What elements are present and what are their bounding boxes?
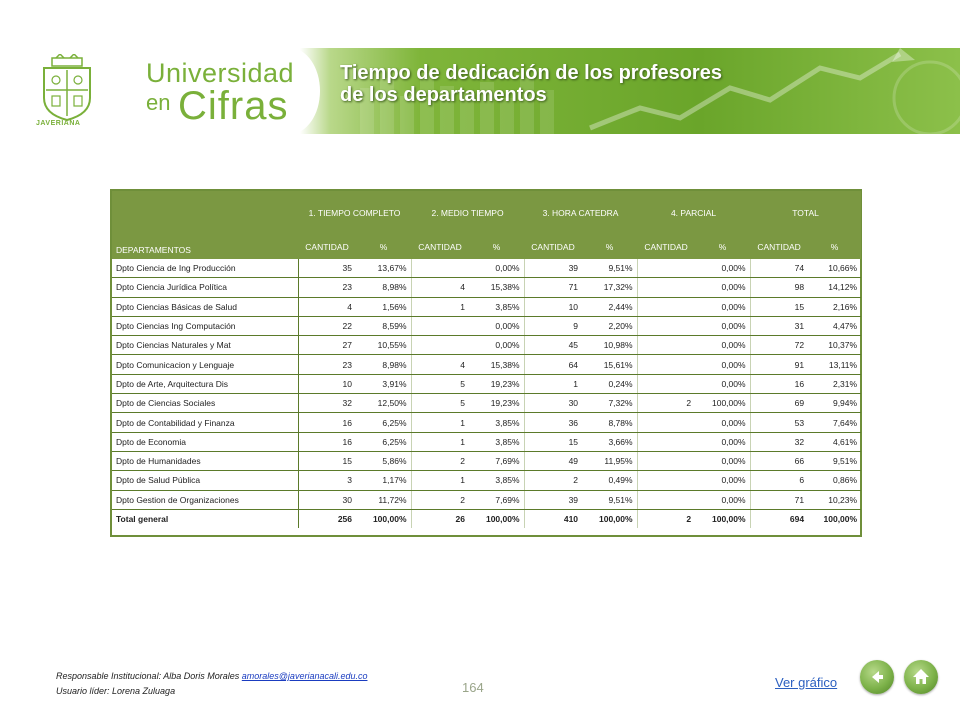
cell-pct: 8,78% xyxy=(582,413,637,432)
cell-cantidad: 410 xyxy=(563,514,579,524)
cell-cantidad: 27 xyxy=(298,336,356,355)
cell-pct: 0,00% xyxy=(695,451,750,470)
logo-area xyxy=(0,48,320,134)
cell-cantidad: 74 xyxy=(750,259,808,278)
cell-cantidad: 2 xyxy=(524,471,582,490)
cell-department: Dpto Ciencias Naturales y Mat xyxy=(112,336,298,355)
cell-pct: 2,20% xyxy=(582,316,637,335)
cell-pct: 9,51% xyxy=(808,451,861,470)
cell-cantidad: 22 xyxy=(298,316,356,335)
title-line-2: de los departamentos xyxy=(340,84,547,106)
cell-pct: 8,59% xyxy=(356,316,411,335)
cell-pct: 17,32% xyxy=(582,278,637,297)
cell-cantidad: 15 xyxy=(750,297,808,316)
cell-cantidad xyxy=(411,336,469,355)
header-cantidad: CANTIDAD xyxy=(750,235,808,259)
cell-cantidad xyxy=(637,451,695,470)
cell-cantidad: 16 xyxy=(298,413,356,432)
table-row xyxy=(112,336,861,355)
cell-cantidad: 49 xyxy=(524,451,582,470)
cell-cantidad: 4 xyxy=(298,297,356,316)
cell-cantidad xyxy=(637,471,695,490)
cell-cantidad: 10 xyxy=(298,374,356,393)
cell-pct: 3,85% xyxy=(469,297,524,316)
cell-pct: 10,66% xyxy=(808,259,861,278)
cell-cantidad: 15 xyxy=(298,451,356,470)
cell-cantidad xyxy=(637,316,695,335)
cell-department: Dpto Gestion de Organizaciones xyxy=(112,490,298,509)
table-body xyxy=(112,259,861,528)
cell-cantidad xyxy=(637,336,695,355)
cell-cantidad: 10 xyxy=(524,297,582,316)
cell-pct: 3,85% xyxy=(469,413,524,432)
cell-cantidad: 2 xyxy=(637,394,695,413)
header-pct: % xyxy=(469,235,524,259)
title-line-1: Tiempo de dedicación de los profesores xyxy=(340,62,722,84)
cell-department: Dpto Ciencia de Ing Producción xyxy=(112,259,298,278)
cell-pct: 10,98% xyxy=(582,336,637,355)
cell-cantidad: 1 xyxy=(411,297,469,316)
cell-department: Dpto Ciencia Jurídica Política xyxy=(112,278,298,297)
cell-pct: 2,44% xyxy=(582,297,637,316)
ver-grafico-link[interactable]: Ver gráfico xyxy=(775,675,838,690)
cell-pct: 0,86% xyxy=(808,471,861,490)
cell-cantidad: 98 xyxy=(750,278,808,297)
cell-pct: 0,24% xyxy=(582,374,637,393)
cell-pct: 0,00% xyxy=(695,471,750,490)
cell-cantidad: 72 xyxy=(750,336,808,355)
brand-en: en xyxy=(146,90,171,115)
cell-cantidad: 1 xyxy=(411,432,469,451)
cell-pct: 0,00% xyxy=(469,259,524,278)
cell-cantidad: 39 xyxy=(524,490,582,509)
table-row xyxy=(112,355,861,374)
cell-pct: 13,67% xyxy=(356,259,411,278)
cell-pct: 15,38% xyxy=(469,278,524,297)
cell-cantidad: 23 xyxy=(298,278,356,297)
cell-pct: 100,00% xyxy=(582,509,637,528)
cell-cantidad: 2 xyxy=(686,514,692,524)
cell-pct: 7,32% xyxy=(582,394,637,413)
cell-cantidad: 36 xyxy=(524,413,582,432)
cell-cantidad: 6 xyxy=(750,471,808,490)
cell-cantidad: 53 xyxy=(750,413,808,432)
cell-pct: 19,23% xyxy=(469,374,524,393)
table-group-header-row xyxy=(112,191,861,235)
cell-cantidad xyxy=(637,374,695,393)
cell-pct: 7,69% xyxy=(469,451,524,470)
cell-cantidad xyxy=(637,432,695,451)
cell-pct: 10,55% xyxy=(356,336,411,355)
cell-pct: 9,51% xyxy=(582,259,637,278)
cell-pct: 8,98% xyxy=(356,278,411,297)
cell-cantidad: 5 xyxy=(411,374,469,393)
cell-pct: 12,50% xyxy=(356,394,411,413)
cell-pct: 0,00% xyxy=(695,336,750,355)
header-cantidad: CANTIDAD xyxy=(298,235,356,259)
cell-cantidad: 32 xyxy=(750,432,808,451)
cell-cantidad xyxy=(637,355,695,374)
cell-cantidad: 66 xyxy=(750,451,808,470)
cell-cantidad xyxy=(637,278,695,297)
table-row xyxy=(112,451,861,470)
cell-pct: 0,00% xyxy=(695,413,750,432)
cell-pct: 1,56% xyxy=(356,297,411,316)
cell-cantidad: 71 xyxy=(750,490,808,509)
cell-pct: 0,00% xyxy=(695,278,750,297)
cell-cantidad xyxy=(637,297,695,316)
cell-cantidad: 1 xyxy=(411,471,469,490)
cell-pct: 0,00% xyxy=(695,259,750,278)
page-title xyxy=(340,62,722,106)
header-group-tiempo-completo: 1. TIEMPO COMPLETO xyxy=(298,191,411,235)
crest-caption: JAVERIANA xyxy=(36,120,81,127)
header-group-medio-tiempo: 2. MEDIO TIEMPO xyxy=(411,191,524,235)
cell-cantidad xyxy=(411,316,469,335)
header-group-total: TOTAL xyxy=(750,191,861,235)
cell-pct: 4,47% xyxy=(808,316,861,335)
cell-pct: 11,72% xyxy=(356,490,411,509)
table-row xyxy=(112,278,861,297)
cell-cantidad: 4 xyxy=(411,278,469,297)
cell-pct: 3,66% xyxy=(582,432,637,451)
table-row xyxy=(112,490,861,509)
cell-pct: 3,85% xyxy=(469,432,524,451)
cell-pct: 19,23% xyxy=(469,394,524,413)
back-arrow-icon xyxy=(867,667,887,687)
cell-pct: 0,49% xyxy=(582,471,637,490)
responsable-text: Responsable Institucional: Alba Doris Morales xyxy=(56,671,240,681)
header-cantidad: CANTIDAD xyxy=(524,235,582,259)
back-button[interactable] xyxy=(860,660,894,694)
table-row xyxy=(112,432,861,451)
cell-pct: 100,00% xyxy=(695,509,750,528)
cell-pct: 6,25% xyxy=(356,432,411,451)
cell-cantidad: 69 xyxy=(750,394,808,413)
brand-universidad: Universidad xyxy=(146,58,295,88)
cell-cantidad: 15 xyxy=(524,432,582,451)
table-row xyxy=(112,394,861,413)
crest-icon xyxy=(38,54,96,128)
cell-pct: 8,98% xyxy=(356,355,411,374)
table-row xyxy=(112,316,861,335)
header-pct: % xyxy=(695,235,750,259)
cell-cantidad xyxy=(637,413,695,432)
cell-department: Dpto de Ciencias Sociales xyxy=(112,394,298,413)
header-group-parcial: 4. PARCIAL xyxy=(637,191,750,235)
cell-cantidad: 71 xyxy=(524,278,582,297)
header-pct: % xyxy=(356,235,411,259)
table-row xyxy=(112,413,861,432)
cell-pct: 0,00% xyxy=(469,336,524,355)
cell-pct: 100,00% xyxy=(356,509,411,528)
cell-cantidad: 1 xyxy=(524,374,582,393)
table-total-row xyxy=(112,509,861,528)
cell-cantidad: 1 xyxy=(411,413,469,432)
cell-pct: 15,38% xyxy=(469,355,524,374)
header-cantidad: CANTIDAD xyxy=(411,235,469,259)
cell-pct: 0,00% xyxy=(695,316,750,335)
page-number: 164 xyxy=(462,680,484,695)
table-row xyxy=(112,297,861,316)
cell-pct: 0,00% xyxy=(695,297,750,316)
cell-pct: 10,37% xyxy=(808,336,861,355)
cell-department: Dpto Ciencias Ing Computación xyxy=(112,316,298,335)
cell-pct: 4,61% xyxy=(808,432,861,451)
cell-cantidad: 30 xyxy=(298,490,356,509)
cell-cantidad: 32 xyxy=(298,394,356,413)
cell-cantidad: 2 xyxy=(411,451,469,470)
cell-cantidad xyxy=(411,259,469,278)
header-pct: % xyxy=(808,235,861,259)
cell-pct: 0,00% xyxy=(695,355,750,374)
cell-cantidad: 16 xyxy=(298,432,356,451)
cell-department: Dpto Ciencias Básicas de Salud xyxy=(112,297,298,316)
cell-pct: 15,61% xyxy=(582,355,637,374)
cell-cantidad: 256 xyxy=(337,514,352,524)
cell-pct: 10,23% xyxy=(808,490,861,509)
cell-department: Dpto de Contabilidad y Finanza xyxy=(112,413,298,432)
footer-usuario: Usuario líder: Lorena Zuluaga xyxy=(56,686,176,696)
cell-cantidad: 91 xyxy=(750,355,808,374)
brand-cifras: Cifras xyxy=(178,84,289,128)
cell-cantidad: 30 xyxy=(524,394,582,413)
cell-pct: 14,12% xyxy=(808,278,861,297)
cell-pct: 9,51% xyxy=(582,490,637,509)
cell-pct: 100,00% xyxy=(695,394,750,413)
email-link[interactable]: amorales@javerianacali.edu.co xyxy=(241,671,368,681)
cell-pct: 3,91% xyxy=(356,374,411,393)
cell-pct: 13,11% xyxy=(808,355,861,374)
cell-pct: 2,31% xyxy=(808,374,861,393)
cell-cantidad: 9 xyxy=(524,316,582,335)
cell-cantidad: 26 xyxy=(455,514,466,524)
cell-cantidad: 64 xyxy=(524,355,582,374)
cell-cantidad: 39 xyxy=(524,259,582,278)
cell-pct: 0,00% xyxy=(469,316,524,335)
home-icon xyxy=(911,667,931,687)
cell-cantidad: 45 xyxy=(524,336,582,355)
footer-responsable xyxy=(56,671,367,681)
cell-pct: 9,94% xyxy=(808,394,861,413)
cell-cantidad: 23 xyxy=(298,355,356,374)
cell-cantidad: 31 xyxy=(750,316,808,335)
cell-pct: 0,00% xyxy=(695,432,750,451)
header-cantidad: CANTIDAD xyxy=(637,235,695,259)
cell-department: Dpto de Arte, Arquitectura Dis xyxy=(112,374,298,393)
cell-cantidad: 35 xyxy=(298,259,356,278)
cell-pct: 3,85% xyxy=(469,471,524,490)
home-button[interactable] xyxy=(904,660,938,694)
cell-cantidad: 3 xyxy=(298,471,356,490)
cell-pct: 100,00% xyxy=(469,509,524,528)
cell-cantidad: 2 xyxy=(411,490,469,509)
cell-pct: 100,00% xyxy=(823,514,858,524)
cell-cantidad: 16 xyxy=(750,374,808,393)
cell-cantidad xyxy=(637,259,695,278)
cell-cantidad: 5 xyxy=(411,394,469,413)
cell-department: Dpto de Humanidades xyxy=(112,451,298,470)
cell-cantidad: 4 xyxy=(411,355,469,374)
cell-pct: 11,95% xyxy=(582,451,637,470)
cell-cantidad xyxy=(637,490,695,509)
cell-pct: 7,69% xyxy=(469,490,524,509)
cell-pct: 5,86% xyxy=(356,451,411,470)
cell-pct: 0,00% xyxy=(695,490,750,509)
table-row xyxy=(112,259,861,278)
table-row xyxy=(112,374,861,393)
cell-pct: 6,25% xyxy=(356,413,411,432)
header-group-hora-catedra: 3. HORA CATEDRA xyxy=(524,191,637,235)
cell-department: Dpto de Economia xyxy=(112,432,298,451)
cell-pct: 1,17% xyxy=(356,471,411,490)
header-pct: % xyxy=(582,235,637,259)
cell-cantidad: 694 xyxy=(789,514,805,524)
cell-department: Dpto de Salud Pública xyxy=(112,471,298,490)
cell-pct: 2,16% xyxy=(808,297,861,316)
cell-department: Total general xyxy=(112,509,298,528)
header-departamentos: DEPARTAMENTOS xyxy=(112,191,298,259)
dedication-table xyxy=(110,189,862,537)
cell-pct: 0,00% xyxy=(695,374,750,393)
header-banner xyxy=(0,48,960,134)
table-row xyxy=(112,471,861,490)
cell-pct: 7,64% xyxy=(808,413,861,432)
cell-department: Dpto Comunicacion y Lenguaje xyxy=(112,355,298,374)
